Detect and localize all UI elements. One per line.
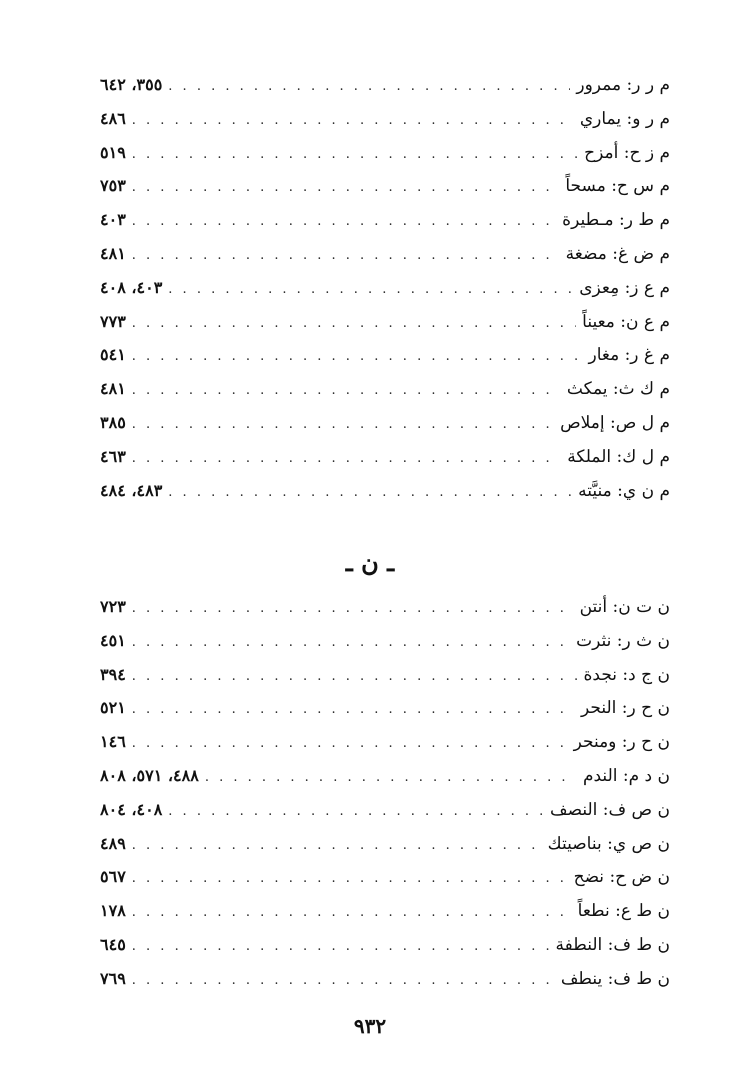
index-entry — [100, 928, 670, 962]
leader-dots — [132, 693, 575, 727]
entry-term: ن ح ر: النحر — [581, 698, 670, 719]
entry-term: م ر و: يماري — [579, 108, 670, 129]
entry-pages: ٤٥١ — [100, 630, 126, 650]
leader-dots — [132, 104, 574, 138]
entry-pages: ٧٧٣ — [100, 311, 126, 331]
leader-dots — [132, 340, 583, 374]
entry-pages: ١٤٦ — [100, 732, 126, 752]
index-entry — [100, 474, 670, 508]
leader-dots — [132, 727, 568, 761]
index-entry — [100, 102, 670, 136]
page-number: ٩٣٢ — [353, 1014, 387, 1038]
entry-term: م ر ر: ممرور — [576, 75, 670, 95]
entry-term: ن ط ف: ينطف — [560, 968, 670, 989]
index-entry — [100, 68, 670, 102]
leader-dots — [132, 138, 578, 172]
entry-term: م ع ن: معيناً — [582, 311, 670, 332]
leader-dots — [132, 205, 556, 239]
entry-pages: ٤٠٣ — [100, 210, 126, 230]
index-entry — [100, 237, 670, 271]
entry-term: ن ص ي: بناصيتك — [547, 833, 670, 854]
leader-dots — [168, 273, 573, 307]
leader-dots — [132, 592, 574, 626]
index-entry — [100, 440, 670, 474]
leader-dots — [132, 964, 555, 998]
leader-dots — [205, 761, 577, 795]
entry-term: م ض غ: مضغة — [565, 243, 670, 264]
leader-dots — [132, 442, 562, 476]
index-entry — [100, 271, 670, 305]
entry-term: ن د م: الندم — [582, 765, 670, 786]
entry-pages: ٤٨١ — [100, 379, 126, 399]
entry-term: ن ت ن: أنتن — [579, 597, 670, 617]
entry-pages: ٤٨٣، ٤٨٤ — [100, 480, 163, 500]
entry-pages: ٧٢٣ — [100, 597, 126, 616]
leader-dots — [132, 408, 554, 442]
leader-dots — [132, 930, 550, 964]
leader-dots — [132, 374, 561, 408]
leader-dots — [132, 171, 560, 205]
index-entry — [100, 759, 670, 793]
entry-term: ن ث ر: نثرت — [576, 630, 670, 651]
entry-term: م غ ر: مغار — [588, 345, 670, 366]
index-entry — [100, 827, 670, 861]
index-entry — [100, 894, 670, 928]
index-entry — [100, 793, 670, 827]
index-section-mim — [100, 68, 670, 507]
leader-dots — [168, 795, 544, 829]
leader-dots — [132, 239, 560, 273]
index-entry — [100, 725, 670, 759]
entry-term: م ك ث: يمكث — [566, 379, 670, 400]
entry-pages: ٤٨٨، ٥٧١، ٨٠٨ — [100, 765, 199, 785]
entry-pages: ٦٤٥ — [100, 934, 126, 954]
index-entry — [100, 372, 670, 406]
leader-dots — [168, 476, 572, 510]
entry-pages: ٤٨١ — [100, 243, 126, 263]
entry-term: ن ح ر: ومنحر — [573, 732, 670, 753]
leader-dots — [132, 896, 572, 930]
index-entry — [100, 691, 670, 725]
entry-pages: ٤٦٣ — [100, 446, 126, 466]
entry-pages: ٣٥٥، ٦٤٢ — [100, 75, 163, 94]
index-entry — [100, 203, 670, 237]
index-entry — [100, 169, 670, 203]
index-entry — [100, 658, 670, 692]
index-entry — [100, 305, 670, 339]
entry-term: ن ط ع: نطعاً — [577, 901, 670, 922]
entry-pages: ٤٨٩ — [100, 833, 126, 853]
entry-pages: ٥٢١ — [100, 698, 126, 718]
leader-dots — [132, 862, 568, 896]
entry-pages: ٣٨٥ — [100, 412, 126, 432]
index-entry — [100, 590, 670, 624]
entry-term: ن ج د: نجدة — [583, 664, 670, 685]
entry-pages: ٥١٩ — [100, 142, 126, 162]
index-entry — [100, 338, 670, 372]
entry-term: ن ض ح: نضح — [573, 867, 670, 888]
entry-pages: ٧٦٩ — [100, 968, 126, 988]
entry-pages: ٤٨٦ — [100, 108, 126, 128]
leader-dots — [168, 70, 570, 104]
entry-term: م س ح: مسحاً — [565, 176, 670, 197]
entry-term: م ل ك: الملكة — [567, 446, 670, 467]
index-entry — [100, 406, 670, 440]
entry-pages: ٤٠٣، ٤٠٨ — [100, 277, 163, 297]
leader-dots — [132, 829, 542, 863]
entry-term: ن ص ف: النصف — [550, 799, 670, 820]
index-entry — [100, 860, 670, 894]
entry-term: م ط ر: مـطيرة — [562, 210, 670, 231]
index-section-nun — [100, 590, 670, 996]
leader-dots — [132, 626, 570, 660]
entry-pages: ٥٦٧ — [100, 867, 126, 887]
entry-term: ن ط ف: النطفة — [555, 934, 670, 955]
index-entry — [100, 962, 670, 996]
index-entry — [100, 624, 670, 658]
entry-pages: ٥٤١ — [100, 345, 126, 365]
entry-term: م ع ز: مِعزى — [579, 277, 670, 298]
entry-pages: ٣٩٤ — [100, 664, 126, 684]
index-entry — [100, 136, 670, 170]
leader-dots — [132, 660, 578, 694]
entry-pages: ١٧٨ — [100, 901, 126, 921]
entry-term: م ن ي: منيَّته — [578, 480, 670, 501]
leader-dots — [132, 307, 576, 341]
entry-term: م ز ح: أمزح — [584, 142, 670, 163]
entry-pages: ٧٥٣ — [100, 176, 126, 196]
entry-pages: ٤٠٨، ٨٠٤ — [100, 799, 163, 819]
entry-term: م ل ص: إملاص — [560, 412, 670, 433]
section-heading: ـ ن ـ — [345, 548, 395, 577]
